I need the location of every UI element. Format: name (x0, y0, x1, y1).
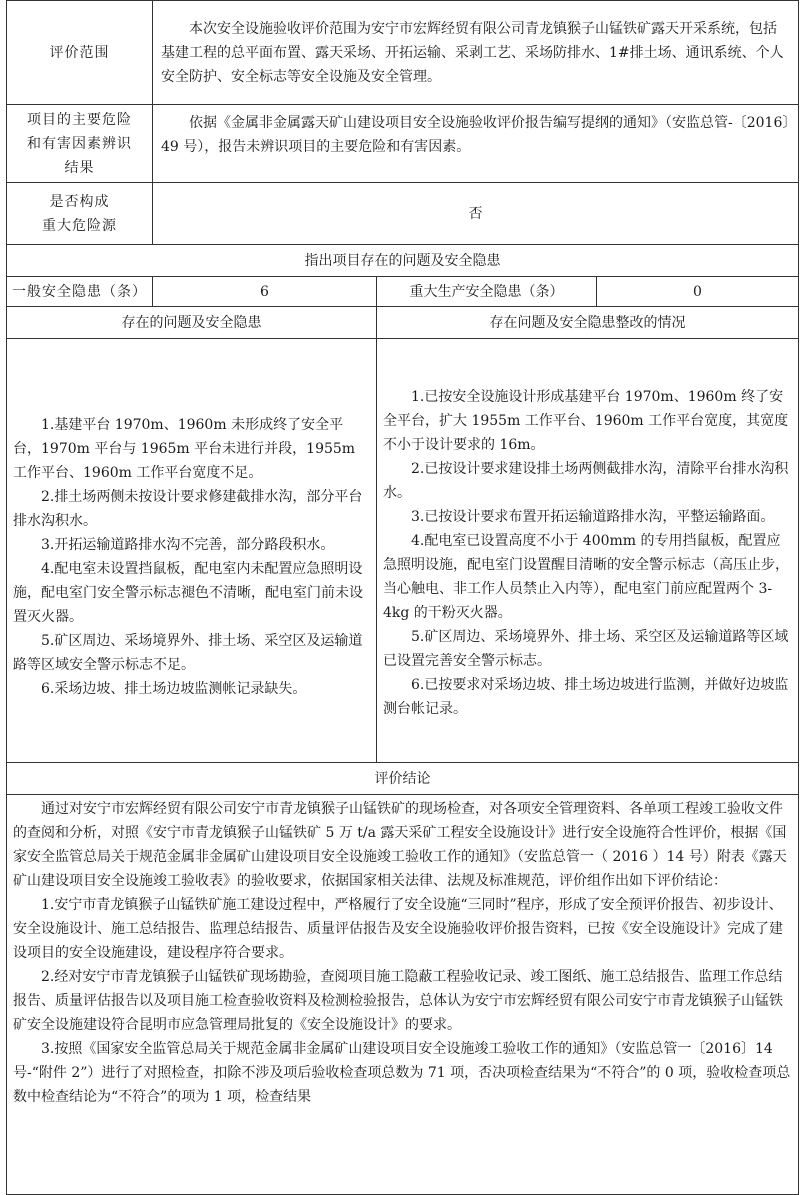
rectification-list (377, 339, 799, 763)
issues-header-row (7, 245, 799, 277)
problems-column-header: 存在的问题及安全隐患 (7, 307, 377, 339)
major-hazard-label-line2: 重大危险源 (42, 217, 117, 234)
rectification-item: 6.已按要求对采场边坡、排土场边坡进行监测，并做好边坡监测台帐记录。 (383, 676, 789, 717)
major-hazard-count-label: 重大生产安全隐患（条） (377, 277, 597, 307)
hazards-cell (153, 105, 799, 183)
rectification-item: 4.配电室已设置高度不小于 400mm 的专用挡鼠板，配置应急照明设施，配电室门设置醒目清晰的安全警示标志（高压止步，当心触电、非工作人员禁止入内等），配电室门前应配置两个 3-4kg 的干粉灭火器。 (383, 532, 789, 621)
conclusion-paragraph: 2.经对安宁市青龙镇猴子山锰铁矿现场勘验，查阅项目施工隐蔽工程验收记录、竣工图纸、施工总结报告、监理工作总结报告、质量评估报告以及项目施工检查验收资料及检测检验报告，总体认为安宁市宏辉经贸有限公司安宁市青龙镇猴子山锰铁矿安全设施建设符合昆明市应急管理局批复的《安全设施设计》的要求。 (13, 969, 783, 1033)
evaluation-sheet (6, 0, 798, 1195)
evaluation-table (6, 0, 799, 1195)
conclusion-body (7, 795, 799, 1195)
scope-row (7, 1, 799, 105)
problem-item: 5.矿区周边、采场境界外、排土场、采空区及运输道路等区域安全警示标志不足。 (13, 632, 363, 673)
major-hazard-label (7, 183, 153, 245)
general-hazard-label: 一般安全隐患（条） (7, 277, 153, 307)
major-hazard-label-line1: 是否构成 (49, 193, 110, 210)
rectification-column-header: 存在问题及安全隐患整改的情况 (377, 307, 799, 339)
rectification-item: 5.矿区周边、采场境界外、排土场、采空区及运输道路等区域已设置完善安全警示标志。 (383, 628, 789, 669)
major-hazard-value: 否 (153, 183, 799, 245)
major-hazard-count: 0 (597, 277, 799, 307)
rectification-item: 2.已按设计要求建设排土场两侧截排水沟，清除平台排水沟积水。 (383, 460, 789, 501)
problem-item: 6.采场边坡、排土场边坡监测帐记录缺失。 (41, 680, 307, 697)
conclusion-paragraph: 1.安宁市青龙镇猴子山锰铁矿施工建设过程中，严格履行了安全设施“三同时”程序，形成了安全预评价报告、初步设计、安全设施设计、施工总结报告、监理总结报告、质量评估报告及安全设施验收评价报告资料，已按《安全设施设计》完成了建设项目的安全设施建设，建设程序符合要求。 (13, 897, 783, 961)
hazards-row (7, 105, 799, 183)
conclusion-paragraph: 通过对安宁市宏辉经贸有限公司安宁市青龙镇猴子山锰铁矿的现场检查，对各项安全管理资料、各单项工程竣工验收文件的查阅和分析，对照《安宁市青龙镇猴子山锰铁矿 5 万 t/a 露天采矿工程安全设施设计》进行安全设施符合性评价，根据《国家安全监管总局关于规范金属非金属矿山建设项目安全设施竣工验收工作的通知》（安监总管一（ 2016 ）14 号）附表《露天矿山建设项目安全设施竣工验收表》的验收要求，依据国家相关法律、法规及标准规范，评价组作出如下评价结论： (13, 801, 787, 889)
rectification-item: 1.已按安全设施设计形成基建平台 1970m、1960m 终了安全平台，扩大 1955m 工作平台、1960m 工作平台宽度，其宽度不小于设计要求的 16m。 (383, 388, 789, 453)
problem-item: 2.排土场两侧未按设计要求修建截排水沟，部分平台排水沟积水。 (13, 488, 363, 529)
rectification-item: 3.已按设计要求布置开拓运输道路排水沟，平整运输路面。 (411, 508, 775, 525)
conclusion-header-row (7, 763, 799, 795)
scope-label: 评价范围 (7, 1, 153, 105)
major-hazard-row (7, 183, 799, 245)
hazards-label: 项目的主要危险和有害因素辨识结果 (7, 105, 153, 183)
conclusion-paragraph: 3.按照《国家安全监管总局关于规范金属非金属矿山建设项目安全设施竣工验收工作的通知》（安监总管一〔2016〕14 号-“附件 2”）进行了对照检查，扣除不涉及项后验收检查项总数为 71 项，否决项检查结果为“不符合”的 0 项，验收检查项总数中检查结论为“不符合”的项为 1 项，检查结果 (13, 1041, 791, 1105)
columns-header-row (7, 307, 799, 339)
general-hazard-count: 6 (153, 277, 377, 307)
problems-row (7, 339, 799, 763)
scope-text: 本次安全设施验收评价范围为安宁市宏辉经贸有限公司青龙镇猴子山锰铁矿露天开采系统，包括基建工程的总平面布置、露天采场、开拓运输、采剥工艺、采场防排水、1#排土场、通讯系统、个人安全防护、安全标志等安全设施及安全管理。 (161, 20, 784, 85)
problem-item: 3.开拓运输道路排水沟不完善，部分路段积水。 (41, 536, 335, 553)
issues-header: 指出项目存在的问题及安全隐患 (7, 245, 799, 277)
problems-list (7, 339, 377, 763)
hazards-text: 依据《金属非金属露天矿山建设项目安全设施验收评价报告编写提纲的通知》（安监总管-〔2016〕49 号），报告未辨识项目的主要危险和有害因素。 (161, 115, 790, 155)
problem-item: 1.基建平台 1970m、1960m 未形成终了安全平台，1970m 平台与 1965m 平台未进行并段，1955m 工作平台、1960m 工作平台宽度不足。 (13, 416, 356, 481)
conclusion-row (7, 795, 799, 1195)
scope-cell (153, 1, 799, 105)
conclusion-header: 评价结论 (7, 763, 799, 795)
problem-item: 4.配电室未设置挡鼠板，配电室内未配置应急照明设施，配电室门安全警示标志褪色不清晰，配电室门前未设置灭火器。 (13, 560, 363, 625)
counts-row (7, 277, 799, 307)
